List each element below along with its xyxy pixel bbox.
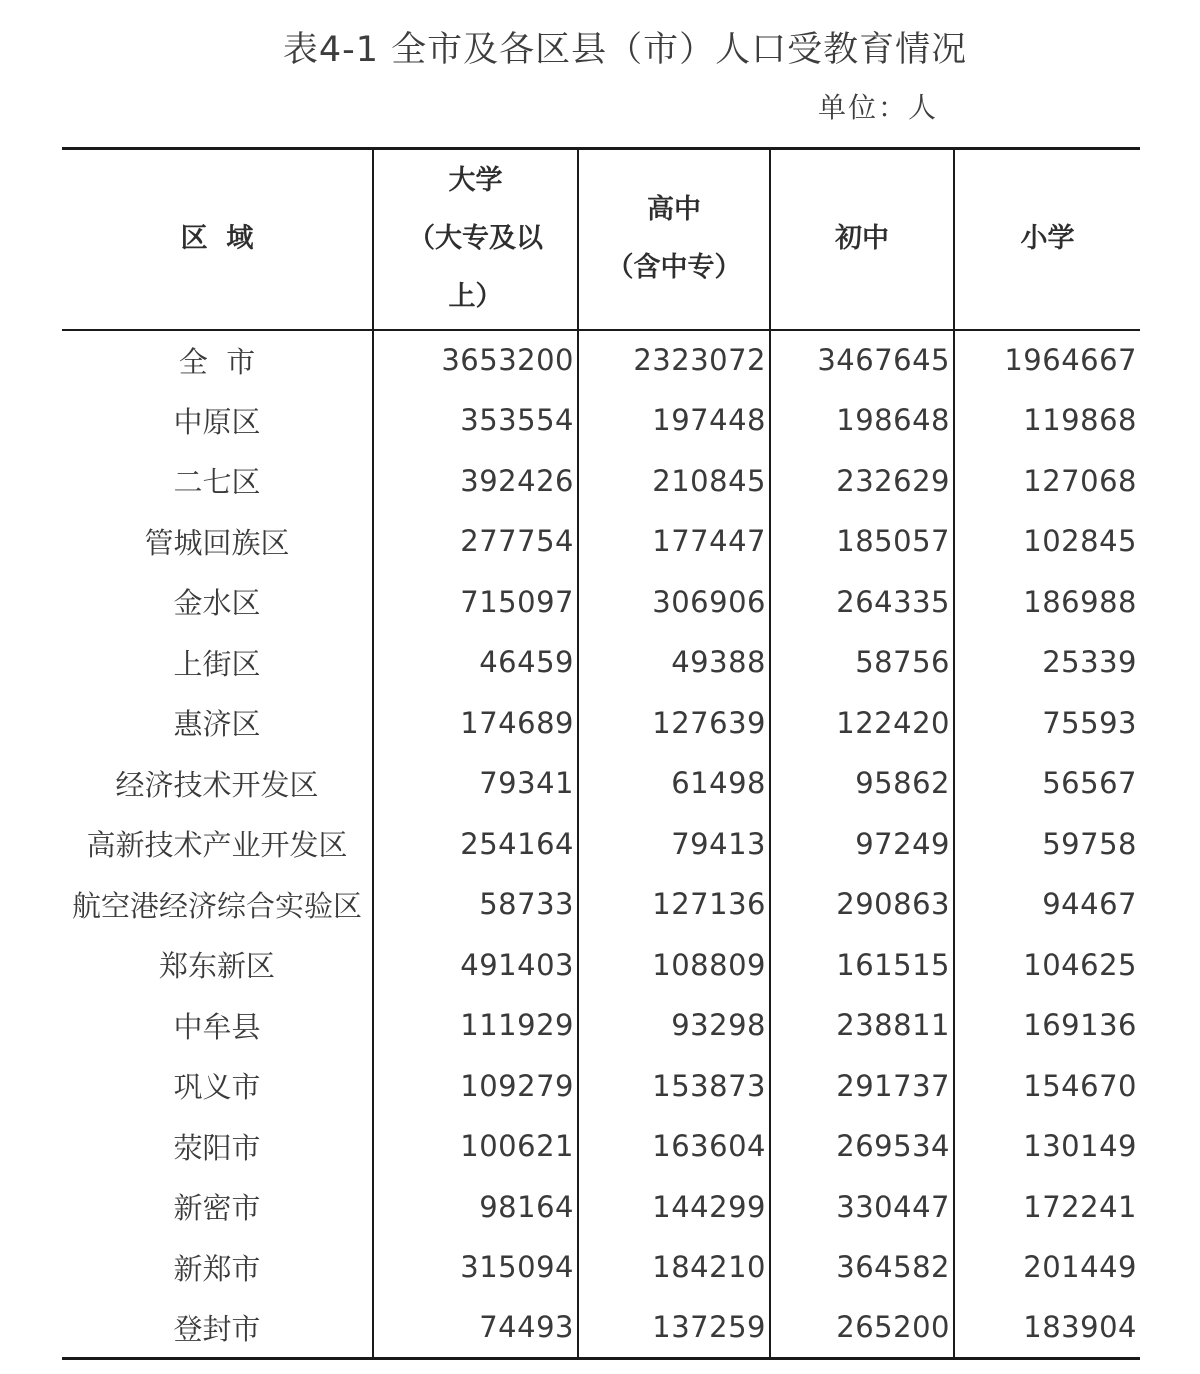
table-row bbox=[62, 874, 1140, 935]
table-row bbox=[62, 1237, 1140, 1298]
primary-cell: 127068 bbox=[954, 451, 1140, 512]
highschool-cell: 49388 bbox=[578, 632, 770, 693]
highschool-cell: 210845 bbox=[578, 451, 770, 512]
highschool-cell: 127136 bbox=[578, 874, 770, 935]
junior-cell: 364582 bbox=[770, 1237, 954, 1298]
university-cell: 174689 bbox=[373, 693, 578, 754]
primary-cell: 75593 bbox=[954, 693, 1140, 754]
header-university bbox=[373, 149, 578, 330]
primary-cell: 25339 bbox=[954, 632, 1140, 693]
region-cell: 中原区 bbox=[173, 404, 261, 439]
table-row bbox=[62, 693, 1140, 754]
junior-cell: 3467645 bbox=[770, 330, 954, 391]
table-row bbox=[62, 935, 1140, 996]
junior-cell: 330447 bbox=[770, 1177, 954, 1238]
university-cell: 353554 bbox=[373, 390, 578, 451]
junior-cell: 265200 bbox=[770, 1298, 954, 1359]
region-cell: 金水区 bbox=[173, 586, 261, 621]
highschool-cell: 306906 bbox=[578, 572, 770, 633]
table-row bbox=[62, 330, 1140, 391]
region-cell: 航空港经济综合实验区 bbox=[71, 888, 362, 923]
primary-cell: 169136 bbox=[954, 995, 1140, 1056]
region-cell: 新密市 bbox=[173, 1191, 261, 1226]
junior-cell: 269534 bbox=[770, 1116, 954, 1177]
primary-cell: 172241 bbox=[954, 1177, 1140, 1238]
region-cell: 二七区 bbox=[173, 465, 261, 500]
table-row bbox=[62, 1298, 1140, 1359]
highschool-cell: 177447 bbox=[578, 511, 770, 572]
table-body bbox=[62, 330, 1140, 1359]
education-table bbox=[62, 147, 1140, 1360]
junior-cell: 232629 bbox=[770, 451, 954, 512]
junior-cell: 264335 bbox=[770, 572, 954, 633]
table-row bbox=[62, 753, 1140, 814]
primary-cell: 186988 bbox=[954, 572, 1140, 633]
header-highschool bbox=[578, 149, 770, 330]
header-junior: 初中 bbox=[770, 149, 954, 330]
region-cell: 荥阳市 bbox=[173, 1130, 261, 1165]
highschool-cell: 2323072 bbox=[578, 330, 770, 391]
junior-cell: 238811 bbox=[770, 995, 954, 1056]
highschool-cell: 79413 bbox=[578, 814, 770, 875]
junior-cell: 291737 bbox=[770, 1056, 954, 1117]
header-university-line2: （大专及以 bbox=[408, 223, 543, 255]
junior-cell: 95862 bbox=[770, 753, 954, 814]
primary-cell: 94467 bbox=[954, 874, 1140, 935]
table-title: 表4-1 全市及各区县（市）人口受教育情况 bbox=[282, 30, 968, 70]
table-row bbox=[62, 451, 1140, 512]
junior-cell: 198648 bbox=[770, 390, 954, 451]
header-university-line3: 上） bbox=[448, 281, 503, 313]
region-cell: 经济技术开发区 bbox=[115, 767, 319, 802]
region-cell: 中牟县 bbox=[173, 1009, 261, 1044]
university-cell: 58733 bbox=[373, 874, 578, 935]
junior-cell: 97249 bbox=[770, 814, 954, 875]
header-primary: 小学 bbox=[954, 149, 1140, 330]
region-cell: 管城回族区 bbox=[144, 525, 290, 560]
university-cell: 74493 bbox=[373, 1298, 578, 1359]
university-cell: 254164 bbox=[373, 814, 578, 875]
primary-cell: 119868 bbox=[954, 390, 1140, 451]
table-row bbox=[62, 1116, 1140, 1177]
university-cell: 111929 bbox=[373, 995, 578, 1056]
junior-cell: 161515 bbox=[770, 935, 954, 996]
region-cell: 新郑市 bbox=[173, 1251, 261, 1286]
highschool-cell: 137259 bbox=[578, 1298, 770, 1359]
university-cell: 392426 bbox=[373, 451, 578, 512]
junior-cell: 290863 bbox=[770, 874, 954, 935]
primary-cell: 201449 bbox=[954, 1237, 1140, 1298]
primary-cell: 59758 bbox=[954, 814, 1140, 875]
region-cell: 郑东新区 bbox=[158, 949, 275, 984]
primary-cell: 154670 bbox=[954, 1056, 1140, 1117]
highschool-cell: 197448 bbox=[578, 390, 770, 451]
university-cell: 315094 bbox=[373, 1237, 578, 1298]
unit-label: 单位：人 bbox=[818, 91, 939, 124]
table-row bbox=[62, 995, 1140, 1056]
highschool-cell: 144299 bbox=[578, 1177, 770, 1238]
university-cell: 277754 bbox=[373, 511, 578, 572]
table-row bbox=[62, 390, 1140, 451]
university-cell: 109279 bbox=[373, 1056, 578, 1117]
junior-cell: 122420 bbox=[770, 693, 954, 754]
highschool-cell: 184210 bbox=[578, 1237, 770, 1298]
primary-cell: 183904 bbox=[954, 1298, 1140, 1359]
region-cell: 高新技术产业开发区 bbox=[86, 828, 348, 863]
primary-cell: 104625 bbox=[954, 935, 1140, 996]
region-cell: 惠济区 bbox=[173, 707, 261, 742]
table-row bbox=[62, 814, 1140, 875]
header-row bbox=[62, 149, 1140, 330]
region-cell: 巩义市 bbox=[173, 1070, 261, 1105]
university-cell: 3653200 bbox=[373, 330, 578, 391]
university-cell: 79341 bbox=[373, 753, 578, 814]
primary-cell: 130149 bbox=[954, 1116, 1140, 1177]
university-cell: 46459 bbox=[373, 632, 578, 693]
primary-cell: 56567 bbox=[954, 753, 1140, 814]
table-row bbox=[62, 1056, 1140, 1117]
header-university-line1: 大学 bbox=[448, 165, 503, 197]
university-cell: 715097 bbox=[373, 572, 578, 633]
university-cell: 98164 bbox=[373, 1177, 578, 1238]
highschool-cell: 153873 bbox=[578, 1056, 770, 1117]
highschool-cell: 127639 bbox=[578, 693, 770, 754]
primary-cell: 1964667 bbox=[954, 330, 1140, 391]
table-header bbox=[62, 149, 1140, 330]
junior-cell: 185057 bbox=[770, 511, 954, 572]
table-row bbox=[62, 511, 1140, 572]
table-row bbox=[62, 572, 1140, 633]
primary-cell: 102845 bbox=[954, 511, 1140, 572]
junior-cell: 58756 bbox=[770, 632, 954, 693]
region-cell: 上街区 bbox=[173, 646, 261, 681]
region-cell: 全 市 bbox=[178, 344, 256, 379]
highschool-cell: 163604 bbox=[578, 1116, 770, 1177]
highschool-cell: 108809 bbox=[578, 935, 770, 996]
region-cell: 登封市 bbox=[62, 1298, 373, 1359]
highschool-cell: 93298 bbox=[578, 995, 770, 1056]
table-row bbox=[62, 1177, 1140, 1238]
table-row bbox=[62, 632, 1140, 693]
university-cell: 100621 bbox=[373, 1116, 578, 1177]
highschool-cell: 61498 bbox=[578, 753, 770, 814]
header-highschool-line1: 高中 bbox=[647, 194, 701, 226]
university-cell: 491403 bbox=[373, 935, 578, 996]
header-region: 区 域 bbox=[62, 149, 373, 330]
header-highschool-line2: （含中专） bbox=[606, 252, 742, 284]
